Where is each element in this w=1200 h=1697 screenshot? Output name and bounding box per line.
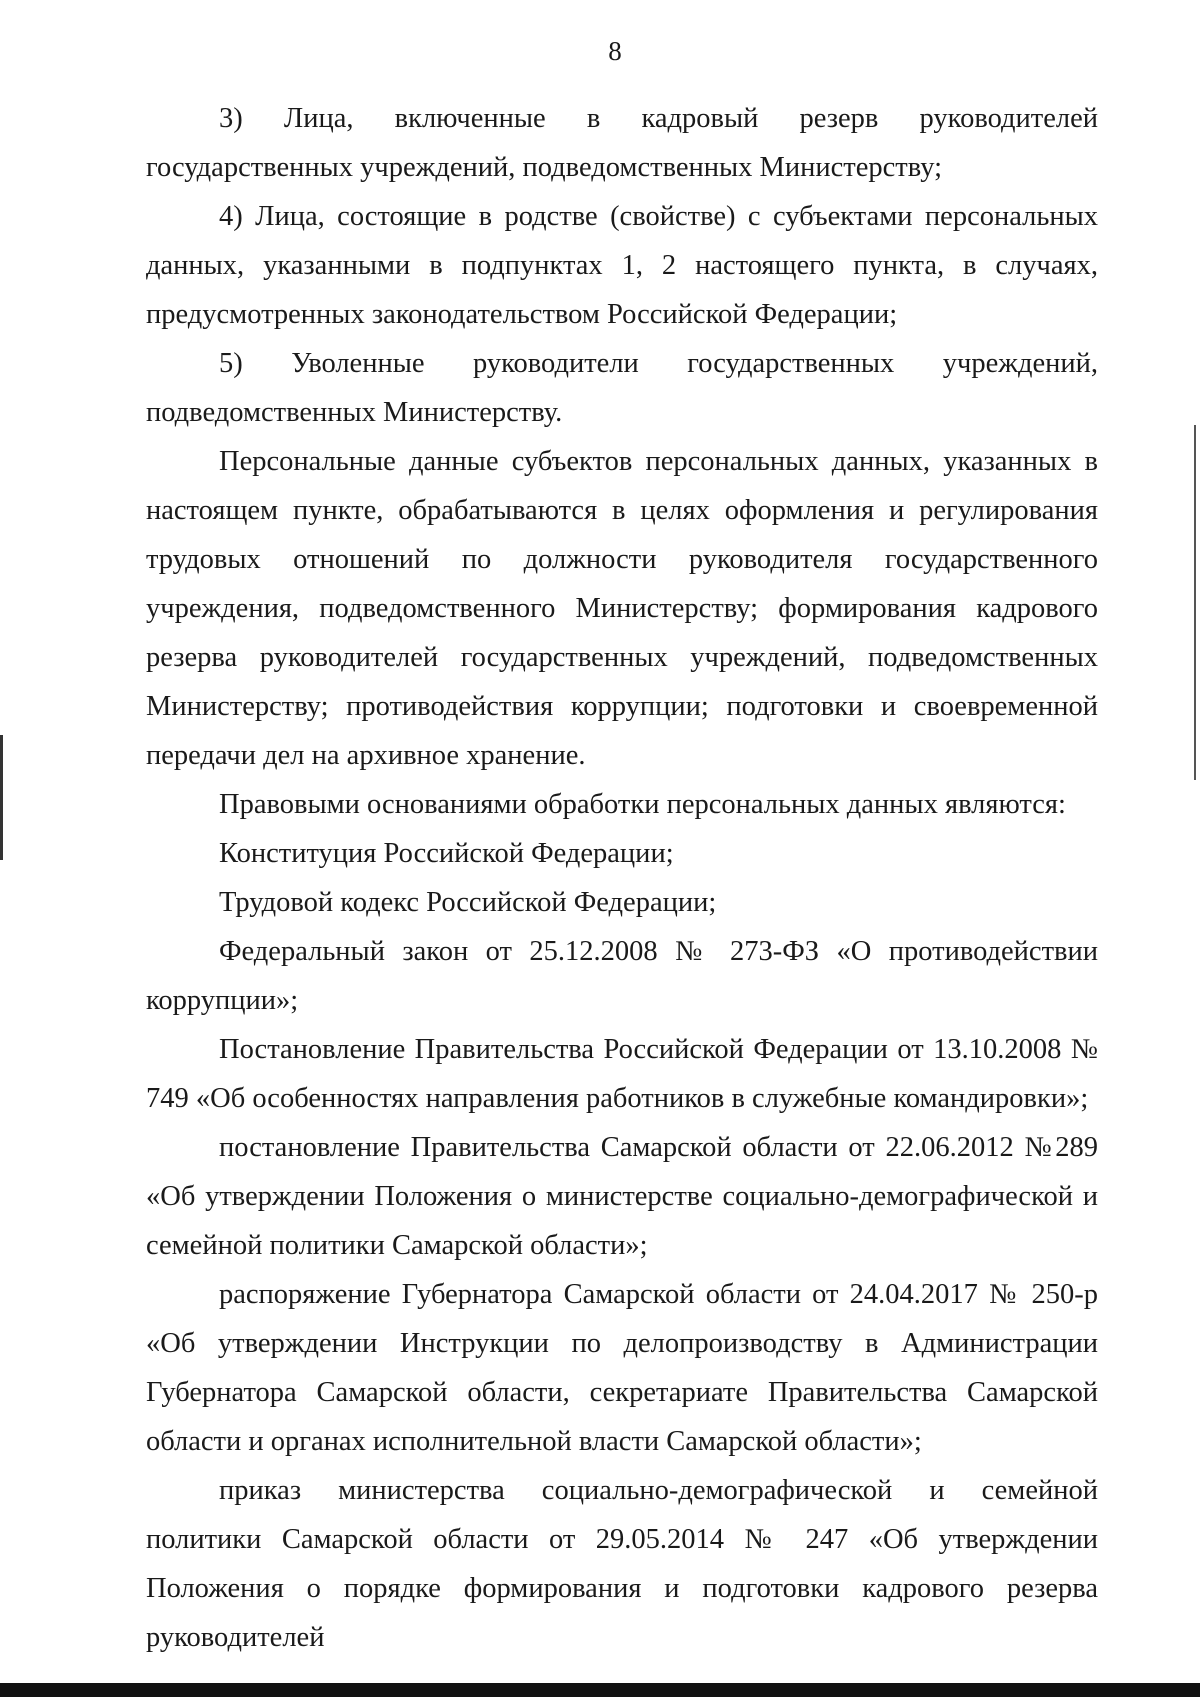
page-number: 8	[608, 36, 622, 66]
paragraph-labor-code: Трудовой кодекс Российской Федерации;	[219, 887, 717, 918]
document-body	[146, 94, 1098, 1662]
paragraph-legal-basis-intro: Правовыми основаниями обработки персональных данных являются:	[219, 789, 1066, 820]
paragraph-purpose: Персональные данные субъектов персональных данных, указанных в настоящем пункте, обрабатываются в целях оформления и регулирования трудовых отношений по должности руководителя государственного учреждения, подведомственного Министерству; формирования кадрового резерва руководителей государственных учреждений, подведомственных Министерству; противодействия коррупции; подготовки и своевременной передачи дел на архивное хранение.	[146, 446, 1098, 771]
paragraph-item-5: 5) Уволенные руководители государственных учреждений, подведомственных Министерству.	[146, 348, 1098, 428]
paragraph-ministry-order: приказ министерства социально-демографической и семейной политики Самарской области от 29.05.2014 № 247 «Об утверждении Положения о порядке формирования и подготовки кадрового резерва руководителей	[146, 1475, 1098, 1653]
paragraph-constitution: Конституция Российской Федерации;	[219, 838, 674, 869]
scan-edge-left	[0, 735, 3, 860]
scan-bottom-edge	[0, 1683, 1200, 1697]
paragraph-item-4: 4) Лица, состоящие в родстве (свойстве) с субъектами персональных данных, указанными в подпунктах 1, 2 настоящего пункта, в случаях, предусмотренных законодательством Российской Федерации;	[146, 201, 1098, 330]
paragraph-government-resolution: Постановление Правительства Российской Федерации от 13.10.2008 № 749 «Об особенностях направления работников в служебные командировки»;	[146, 1034, 1098, 1114]
scan-edge-right	[1194, 425, 1196, 780]
paragraph-item-3: 3) Лица, включенные в кадровый резерв руководителей государственных учреждений, подведомственных Министерству;	[146, 103, 1098, 183]
paragraph-regional-resolution: постановление Правительства Самарской области от 22.06.2012 №289 «Об утверждении Положения о министерстве социально-демографической и семейной политики Самарской области»;	[146, 1132, 1098, 1261]
paragraph-federal-law: Федеральный закон от 25.12.2008 № 273-ФЗ «О противодействии коррупции»;	[146, 936, 1098, 1016]
paragraph-governor-order: распоряжение Губернатора Самарской области от 24.04.2017 № 250-р «Об утверждении Инструкции по делопроизводству в Администрации Губернатора Самарской области, секретариате Правительства Самарской области и органах исполнительной власти Самарской области»;	[146, 1279, 1098, 1457]
